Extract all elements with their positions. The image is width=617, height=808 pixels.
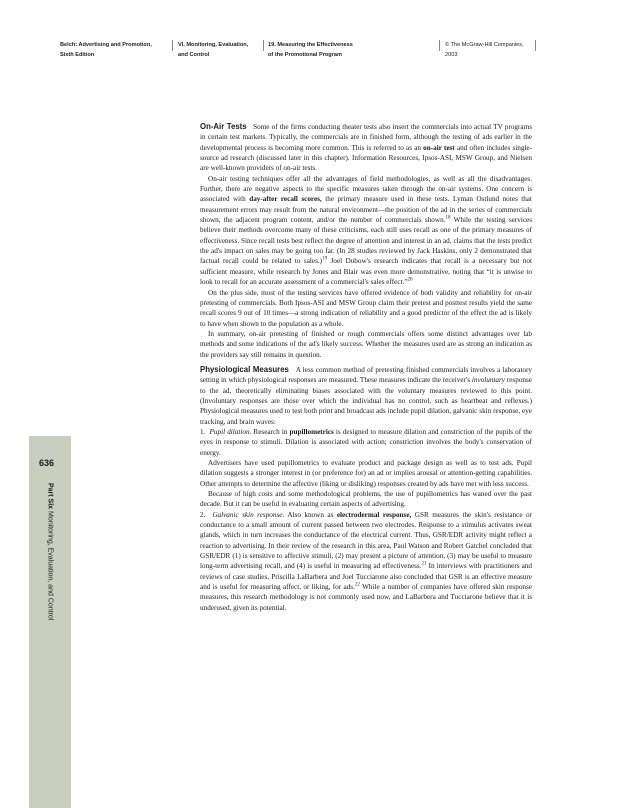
- section-heading-on-air-tests: On-Air Tests: [200, 122, 247, 131]
- header-chapter-title: 19. Measuring the Effectiveness of the Promotional Program: [268, 42, 353, 58]
- onair-paragraph: On-Air Tests Some of the firms conducting theater tests also insert the commercials into actual TV programs in certain test markets. Typically, the commercials are in finished form, although the testing of ads earlier in the developmental process is becoming more common. This is referred to as an on-air test and often includes single-source ad research (discussed later in this chapter). Information Resources, Ipsos-ASI, MSW Group, and Nielsen are well-known providers of on-air tests.: [200, 122, 533, 173]
- key-term: electrodermal response,: [336, 510, 412, 519]
- onair-paragraph: On the plus side, most of the testing services have offered evidence of both validity and reliability for on-air pretesting of commercials. Both Ipsos-ASI and MSW Group claim their pretest and posttest results yield the same recall scores 9 out of 10 times—a strong indication of reliability and a good predictor of the effect the ad is likely to have when shown to the population as a whole.: [200, 288, 532, 328]
- header-divider: [439, 40, 440, 51]
- body-text: [200, 122, 532, 613]
- onair-paragraph: On-air testing techniques offer all the advantages of field methodologies, as well as all the disadvantages. Further, there are negative aspects to the specific measures taken through the on-air systems. One concern is associated with day-after recall scores, the primary measure used in these tests. Lyman Ostlund notes that measurement errors may result from the natural environment—the position of the ad in the series of commercials shown, the adjacent program content, and/or the number of commercials shown.$^{18}$ While the testing services believe their methods overcome many of these criticisms, each still uses recall as one of the primary measures of effectiveness. Since recall tests best reflect the degree of attention and interest in an ad, claims that the tests predict the ad's impact on sales may be going too far. (In 28 studies reviewed by Jack Haskins, only 2 demonstrated that factual recall could be related to sales.)$^{19}$ Joel Dubow's research indicates that recall is a necessary but not sufficient measure, while research by Jones and Blair was even more demonstrative, noting that “it is unwise to look to recall for an accurate assessment of a commercial's sales effect.”$^{20}$: [200, 174, 532, 287]
- footnote-ref: 19: [322, 257, 328, 263]
- running-header: [60, 40, 535, 66]
- footnote-ref: 22: [354, 582, 360, 588]
- key-term: pupillometrics: [289, 427, 334, 436]
- header-divider: [263, 40, 264, 51]
- list-item: 2. Galvanic skin response. Also known as electrodermal response, GSR measures the skin's resistance or conductance to a small amount of current passed between two electrodes. Response to a stimulus activates sweat glands, which in turn increases the conductance of the electrical current. Thus, GSR/EDR activity might reflect a reaction to advertising. In their review of the research in this area, Paul Watson and Robert Gatchel concluded that GSR/EDR (1) is sensitive to affective stimuli, (2) may present a picture of attention, (3) may be useful to measure long-term advertising recall, and (4) is useful in measuring ad effectiveness.$^{21}$ In interviews with practitioners and reviews of case studies, Priscilla LaBarbera and Joel Tucciarone also concluded that GSR is an effective measure and is useful for measuring affect, or liking, for ads.$^{22}$ While a number of companies have offered skin response measures, this research methodology is not commonly used now, and LaBarbera and Tucciarone believe that it is underused, given its potential.: [200, 510, 533, 612]
- onair-paragraph: In summary, on-air pretesting of finished or rough commercials offers some distinct advantages over lab methods and some indications of the ad's likely success. Whether the measures used are as strong an indication as the providers say still remains in question.: [200, 329, 532, 359]
- section-heading-physiological-measures: Physiological Measures: [200, 364, 289, 374]
- physio-paragraph: Physiological Measures A less common method of pretesting finished commercials involves a laboratory setting in which physiological responses are measured. These measures indicate the receiver's involuntary response to the ad, theoretically eliminating biases associated with the voluntary measures reviewed to this point. (Involuntary responses are those over which the individual has no control, such as heartbeat and reflexes.) Physiological measures used to test both print and broadcast ads include pupil dilation, galvanic skin response, eye tracking, and brain waves:: [200, 364, 533, 426]
- key-term: day-after recall scores,: [249, 195, 322, 204]
- part-label: Part Six: [46, 483, 54, 510]
- footnote-ref: 20: [407, 277, 413, 283]
- footnote-ref: 18: [445, 215, 451, 221]
- header-divider: [535, 40, 536, 51]
- list-item-paragraph: Because of high costs and some methodological problems, the use of pupillometrics has waned over the past decade. But it can be useful in evaluating certain aspects of advertising.: [200, 490, 532, 509]
- list-item: 1. Pupil dilation. Research in pupillometrics is designed to measure dilation and constriction of the pupils of the eyes in response to stimuli. Dilation is associated with action; constriction involves the body's conservation of energy.: [200, 427, 532, 457]
- header-book-title: Belch: Advertising and Promotion, Sixth Edition: [60, 42, 152, 58]
- list-item-paragraph: Advertisers have used pupillometrics to evaluate product and package design as well as to test ads. Pupil dilation suggests a stronger interest in (or preference for) an ad or implies arousal or attention-getting capabilities. Other attempts to determine the affective (liking or disliking) responses created by ads have met with less success.: [200, 459, 532, 488]
- key-term: on-air test: [423, 143, 455, 152]
- list-item-title: Galvanic skin response.: [212, 510, 285, 519]
- page-number: 636: [39, 458, 55, 468]
- margin-running-head: [30, 483, 70, 663]
- footnote-ref: 21: [421, 562, 427, 568]
- list-item-title: Pupil dilation.: [209, 427, 252, 436]
- header-copyright: © The McGraw-Hill Companies, 2003: [445, 42, 524, 58]
- header-part-title: VI. Monitoring, Evaluation, and Control: [178, 42, 249, 58]
- header-divider: [172, 40, 173, 51]
- part-title: Monitoring, Evaluation, and Control: [46, 511, 54, 621]
